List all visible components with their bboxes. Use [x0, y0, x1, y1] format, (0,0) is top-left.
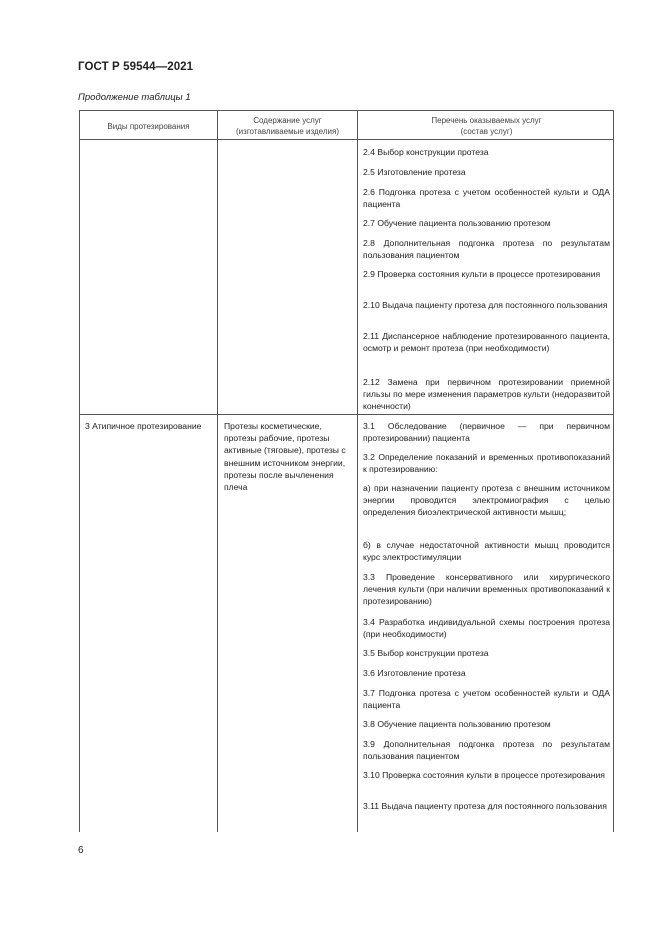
service-item-2-8: 2.8 Дополнительная подгонка протеза по результатам пользования пациентом: [363, 238, 610, 261]
page-number: 6: [78, 845, 84, 856]
services-table: [79, 110, 614, 832]
table-continuation-caption: Продолжение таблицы 1: [78, 92, 191, 103]
service-item-2-12: 2.12 Замена при первичном протезировании приемной гильзы по мере изменения параметров культи (недоразвитой конечности): [363, 377, 610, 412]
service-item-2-7: 2.7 Обучение пациента пользованию протезом: [363, 218, 551, 228]
service-item-3-6: 3.6 Изготовление протеза: [363, 668, 466, 678]
service-item-3-5: 3.5 Выбор конструкции протеза: [363, 648, 489, 658]
service-item-3-7: 3.7 Подгонка протеза с учетом особенностей культи и ОДА пациента: [363, 688, 610, 711]
service-item-2-9: 2.9 Проверка состояния культи в процессе протезирования: [363, 269, 601, 279]
column-header-service-content: Содержание услуг (изготавливаемые изделия): [236, 116, 339, 136]
service-item-2-5: 2.5 Изготовление протеза: [363, 167, 466, 177]
service-item-3-8: 3.8 Обучение пациента пользованию протезом: [363, 719, 551, 729]
service-item-2-10: 2.10 Выдача пациенту протеза для постоянного пользования: [363, 300, 608, 310]
service-item-3-2: 3.2 Определение показаний и временных противопоказаний к протезированию:: [363, 452, 610, 475]
service-item-2-6: 2.6 Подгонка протеза с учетом особенностей культи и ОДА пациента: [363, 187, 610, 210]
column-divider: [357, 111, 358, 832]
service-content-atypical: Протезы косметические, протезы рабочие, протезы активные (тяговые), протезы с внешним источником энергии, протезы после вычленения плеча: [224, 421, 346, 493]
row-divider: [80, 414, 613, 415]
service-item-3-3: 3.3 Проведение консервативного или хирургического лечения культи (при наличии временных противопоказаний к протезированию): [363, 572, 610, 607]
service-item-3-11: 3.11 Выдача пациенту протеза для постоянного пользования: [363, 801, 607, 811]
service-item-3-2-a: а) при назначении пациенту протеза с внешним источником энергии проводится электромиография с целью определения биоэлектрической активности мышц;: [363, 483, 610, 518]
document-designation: ГОСТ Р 59544—2021: [78, 61, 194, 73]
service-item-3-9: 3.9 Дополнительная подгонка протеза по результатам пользования пациентом: [363, 739, 610, 762]
header-row-divider: [80, 139, 613, 140]
service-item-3-10: 3.10 Проверка состояния культи в процессе протезирования: [363, 770, 605, 780]
column-header-services-list: Перечень оказываемых услуг (состав услуг): [431, 116, 542, 136]
service-item-3-4: 3.4 Разработка индивидуальной схемы построения протеза (при необходимости): [363, 617, 610, 640]
service-item-3-1: 3.1 Обследование (первичное — при первичном протезировании) пациента: [363, 421, 610, 444]
service-item-3-2-b: б) в случае недостаточной активности мышц проводится курс электростимуляции: [363, 540, 610, 563]
service-item-2-11: 2.11 Диспансерное наблюдение протезированного пациента, осмотр и ремонт протеза (при необходимости): [363, 331, 610, 354]
column-header-prosthetics-type: Виды протезирования: [107, 122, 190, 131]
prosthetics-type-atypical: 3 Атипичное протезирование: [85, 421, 202, 431]
column-divider: [217, 111, 218, 832]
service-item-2-4: 2.4 Выбор конструкции протеза: [363, 147, 489, 157]
